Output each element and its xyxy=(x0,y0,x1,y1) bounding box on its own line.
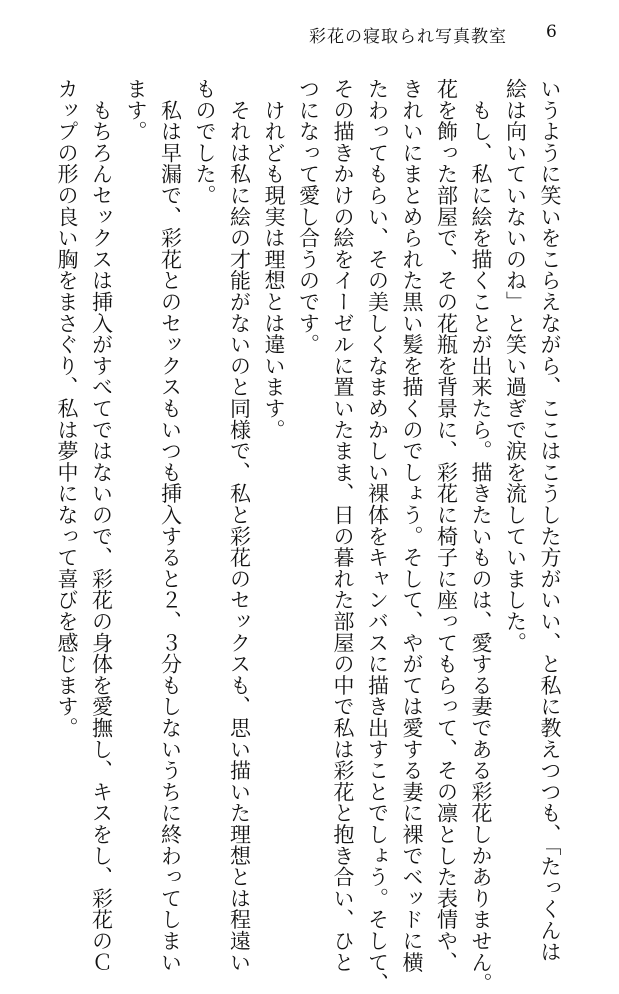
paragraph: いうように笑いをこらえながら、ここはこうした方がいい、と私に教えつつも、「たっくんは 絵は向いていないのね」と笑い過ぎで涙を流していました。 xyxy=(503,78,562,963)
vertical-body-text xyxy=(50,78,568,994)
running-header xyxy=(0,22,619,46)
page-number: 6 xyxy=(546,22,557,42)
paragraph: もし、私に絵を描くことが出来たら。描きたいものは、愛する妻である彩花しかありません。 花を飾った部屋で、その花瓶を背景に、彩花に椅子に座ってもらって、その凛とした表情や、 きれいにまとめられた黒い髪を描くのでしょう。そして、やがては愛する妻に裸でベッドに横 たわってもらい、その美しくなまめかしい裸体をキャンバスに描き出すことでしょう。そして、 その描きかけの絵をイーゼルに置いたまま、日の暮れた部屋の中で私は彩花と抱き合い、ひと つになって愛し合うのです。 xyxy=(296,78,493,994)
paragraph: もちろんセックスは挿入がすべてではないので、彩花の身体を愛撫し、キスをし、彩花のＣ カップの形の良い胸をまさぐり、私は夢中になって喜びを感じます。 xyxy=(55,78,114,973)
paragraph: 私は早漏で、彩花とのセックスもいつも挿入すると２、３分もしないうちに終わってしまい ます。 xyxy=(124,78,183,973)
book-title: 彩花の寝取られ写真教室 xyxy=(309,27,507,47)
paragraph: けれども現実は理想とは違います。 それは私に絵の才能がないのと同様で、私と彩花のセックスも、思い描いた理想とは程遠い ものでした。 xyxy=(193,78,286,973)
